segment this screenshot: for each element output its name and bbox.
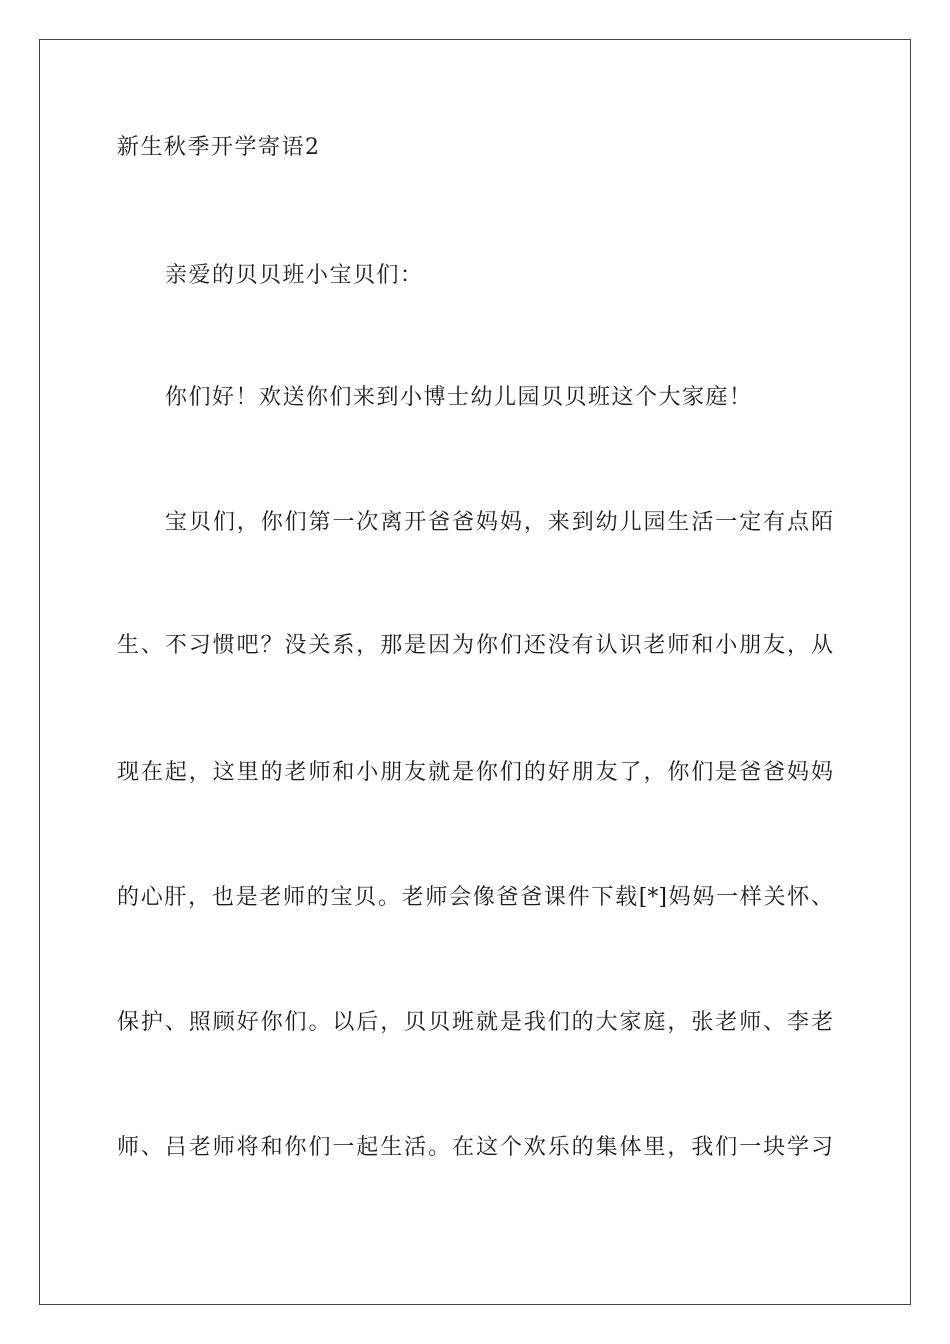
page-border bbox=[39, 39, 911, 1305]
paragraph-line-4: 的心肝，也是老师的宝贝。老师会像爸爸课件下载[*]妈妈一样关怀、 bbox=[117, 885, 833, 910]
paragraph-line-2: 生、不习惯吧？没关系，那是因为你们还没有认识老师和小朋友，从 bbox=[117, 633, 833, 658]
paragraph-line-5: 保护、照顾好你们。以后，贝贝班就是我们的大家庭，张老师、李老 bbox=[117, 1010, 833, 1035]
paragraph-line-3: 现在起，这里的老师和小朋友就是你们的好朋友了，你们是爸爸妈妈 bbox=[117, 760, 833, 785]
welcome-line: 你们好！欢送你们来到小博士幼儿园贝贝班这个大家庭！ bbox=[165, 385, 753, 410]
paragraph-line-1: 宝贝们，你们第一次离开爸爸妈妈，来到幼儿园生活一定有点陌 bbox=[165, 510, 833, 535]
document-title: 新生秋季开学寄语2 bbox=[117, 135, 321, 160]
paragraph-line-6: 师、吕老师将和你们一起生活。在这个欢乐的集体里，我们一块学习 bbox=[117, 1135, 833, 1160]
greeting-line: 亲爱的贝贝班小宝贝们： bbox=[165, 263, 424, 288]
